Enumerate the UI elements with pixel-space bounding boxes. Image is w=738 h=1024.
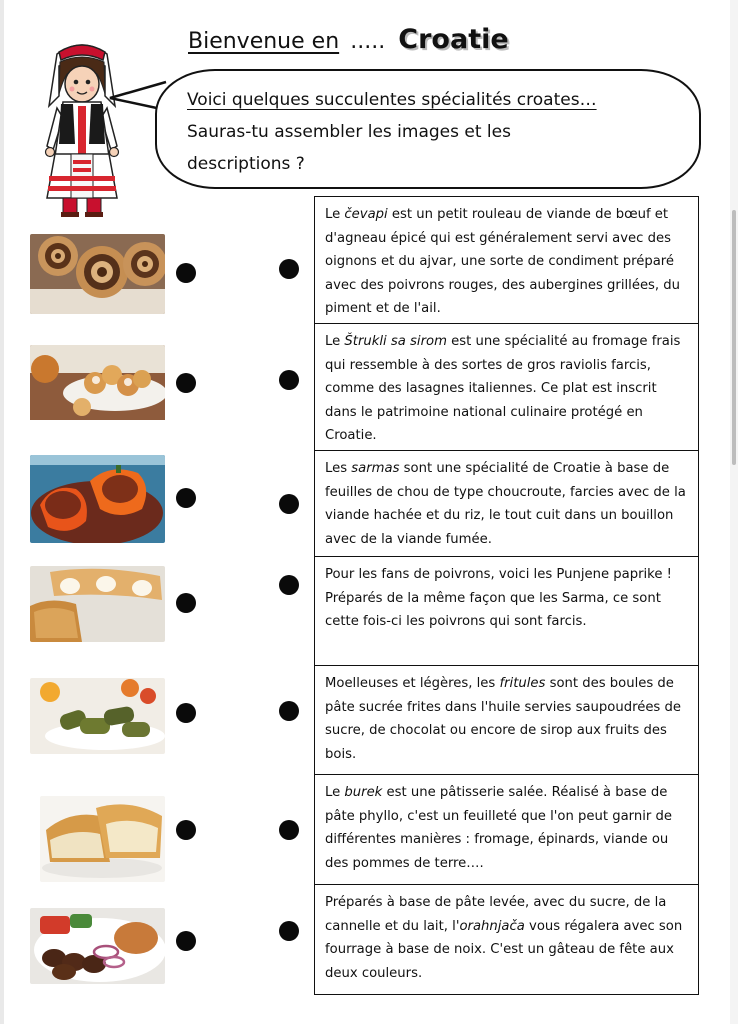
match-dot-right[interactable] xyxy=(279,921,299,941)
scrollbar[interactable] xyxy=(730,0,738,1024)
match-dot-right[interactable] xyxy=(279,370,299,390)
match-dot-left[interactable] xyxy=(176,488,196,508)
bubble-line-2: Sauras-tu assembler les images et les xyxy=(187,122,511,142)
fritule-doughnuts-photo xyxy=(30,345,165,420)
match-dot-right[interactable] xyxy=(279,820,299,840)
walnut-roll-cake-photo xyxy=(30,234,165,314)
description-box-3: Les sarmas sont une spécialité de Croatie à base de feuilles de chou de type choucroute, farcies avec de la viande hachée et du riz, le tout cuit dans un bouillon avec de la viande fumée. xyxy=(314,450,699,557)
croatian-girl-illustration xyxy=(35,36,130,221)
description-box-6: Le burek est une pâtisserie salée. Réalisé à base de pâte phyllo, c'est un feuilleté que l'on peut garnir de différentes manières : fromage, épinards, viande ou des pommes de terre…. xyxy=(314,774,699,885)
match-dot-left[interactable] xyxy=(176,931,196,951)
match-dot-left[interactable] xyxy=(176,263,196,283)
bubble-line-3: descriptions ? xyxy=(187,154,305,174)
food-photo-fritule xyxy=(30,345,165,425)
title-dots: ..... xyxy=(350,29,386,54)
description-box-1: Le čevapi est un petit rouleau de viande de bœuf et d'agneau épicé qui est généralement servi avec des oignons et du ajvar, une sorte de condiment préparé avec des poivrons rouges, des aubergines grillées, du piment et de l'ail. xyxy=(314,196,699,324)
match-dot-right[interactable] xyxy=(279,701,299,721)
match-dot-right[interactable] xyxy=(279,494,299,514)
match-dot-left[interactable] xyxy=(176,373,196,393)
speech-bubble-text xyxy=(187,84,687,180)
sarma-cabbage-rolls-photo xyxy=(30,678,165,754)
strukli-pastry-photo xyxy=(30,566,165,642)
bubble-line-1: Voici quelques succulentes spécialités croates… xyxy=(187,90,597,110)
scrollbar-thumb[interactable] xyxy=(732,210,736,465)
description-box-2: Le Štrukli sa sirom est une spécialité au fromage frais qui ressemble à des sortes de gros raviolis farcis, comme des lasagnes italiennes. Ce plat est inscrit dans le patrimoine national culinaire protégé en Croatie. xyxy=(314,323,699,451)
food-photo-walnut-roll xyxy=(30,234,165,314)
cevapi-plate-photo xyxy=(30,908,165,984)
match-dot-left[interactable] xyxy=(176,703,196,723)
food-photo-stuffed-peppers xyxy=(30,455,165,543)
page-edge xyxy=(0,0,4,1024)
title-text: Bienvenue en xyxy=(188,29,340,54)
title-country: Croatie xyxy=(398,24,509,55)
food-photo-strukli xyxy=(30,566,165,642)
food-photo-sarma xyxy=(30,678,165,754)
description-box-4: Pour les fans de poivrons, voici les Punjene paprike ! Préparés de la même façon que les Sarma, ce sont cette fois-ci les poivrons qui sont farcis. xyxy=(314,556,699,666)
match-dot-left[interactable] xyxy=(176,820,196,840)
match-dot-right[interactable] xyxy=(279,259,299,279)
food-photo-burek xyxy=(40,796,165,882)
burek-pastry-photo xyxy=(40,796,165,882)
page-title xyxy=(188,24,509,55)
stuffed-peppers-photo xyxy=(30,455,165,543)
description-box-5: Moelleuses et légères, les fritules sont des boules de pâte sucrée frites dans l'huile servies saupoudrées de sucre, de chocolat ou encore de sirop aux fruits des bois. xyxy=(314,665,699,775)
match-dot-left[interactable] xyxy=(176,593,196,613)
match-dot-right[interactable] xyxy=(279,575,299,595)
description-box-7: Préparés à base de pâte levée, avec du sucre, de la cannelle et du lait, l'orahnjača vous régalera avec son fourrage à base de noix. C'est un gâteau de fête aux deux couleurs. xyxy=(314,884,699,995)
food-photo-cevapi xyxy=(30,908,165,984)
